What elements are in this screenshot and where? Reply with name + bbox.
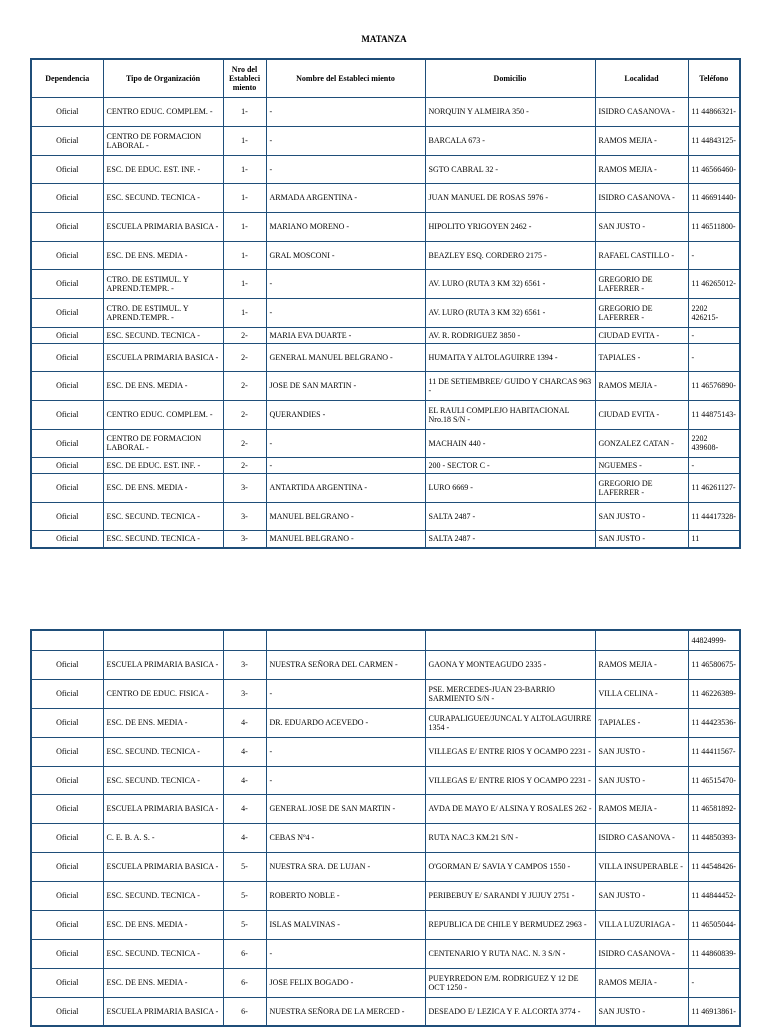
cell-tipo: ESC. SECUND. TECNICA - bbox=[103, 939, 223, 968]
cell-telefono: 11 46261127- bbox=[688, 473, 740, 502]
cell-tipo: ESC. DE ENS. MEDIA - bbox=[103, 708, 223, 737]
table-row bbox=[31, 650, 740, 679]
table-row bbox=[31, 679, 740, 708]
cell-telefono: 11 44843125- bbox=[688, 126, 740, 155]
cell-domicilio: HUMAITA Y ALTOLAGUIRRE 1394 - bbox=[425, 343, 595, 371]
cell-telefono: 44824999- bbox=[688, 630, 740, 650]
cell-nro: 5- bbox=[223, 910, 266, 939]
header-nro: Nro del Estableci miento bbox=[223, 59, 266, 97]
cell-domicilio: SALTA 2487 - bbox=[425, 530, 595, 548]
cell-domicilio: NORQUIN Y ALMEIRA 350 - bbox=[425, 97, 595, 126]
cell-localidad: GONZALEZ CATAN - bbox=[595, 429, 688, 457]
table-row bbox=[31, 910, 740, 939]
cell-tipo: ESCUELA PRIMARIA BASICA - bbox=[103, 650, 223, 679]
cell-telefono: 11 44411567- bbox=[688, 737, 740, 766]
cell-domicilio bbox=[425, 630, 595, 650]
cell-dependencia: Oficial bbox=[31, 679, 103, 708]
cell-nombre: - bbox=[266, 97, 425, 126]
cell-nro: 1- bbox=[223, 126, 266, 155]
cell-domicilio: 11 DE SETIEMBREE/ GUIDO Y CHARCAS 963 - bbox=[425, 371, 595, 400]
cell-nombre: NUESTRA SRA. DE LUJAN - bbox=[266, 852, 425, 881]
cell-localidad: ISIDRO CASANOVA - bbox=[595, 823, 688, 852]
cell-domicilio: DESEADO E/ LEZICA Y F. ALCORTA 3774 - bbox=[425, 997, 595, 1026]
cell-dependencia: Oficial bbox=[31, 939, 103, 968]
table-row bbox=[31, 997, 740, 1026]
cell-tipo: CENTRO EDUC. COMPLEM. - bbox=[103, 97, 223, 126]
cell-nro: 6- bbox=[223, 968, 266, 997]
cell-localidad: VILLA LUZURIAGA - bbox=[595, 910, 688, 939]
header-nombre: Nombre del Estableci miento bbox=[266, 59, 425, 97]
cell-nro: 4- bbox=[223, 823, 266, 852]
schools-table-1 bbox=[30, 58, 741, 549]
cell-nro: 5- bbox=[223, 852, 266, 881]
cell-nro: 3- bbox=[223, 473, 266, 502]
cell-nro: 6- bbox=[223, 997, 266, 1026]
cell-nombre: MARIANO MORENO - bbox=[266, 212, 425, 241]
cell-telefono: - bbox=[688, 343, 740, 371]
cell-tipo: C. E. B. A. S. - bbox=[103, 823, 223, 852]
cell-telefono: 11 44548426- bbox=[688, 852, 740, 881]
cell-dependencia: Oficial bbox=[31, 708, 103, 737]
cell-nro: 1- bbox=[223, 298, 266, 327]
cell-dependencia: Oficial bbox=[31, 737, 103, 766]
table-row bbox=[31, 794, 740, 823]
cell-domicilio: AV. LURO (RUTA 3 KM 32) 6561 - bbox=[425, 298, 595, 327]
cell-localidad: ISIDRO CASANOVA - bbox=[595, 97, 688, 126]
table-row bbox=[31, 968, 740, 997]
cell-dependencia: Oficial bbox=[31, 852, 103, 881]
table-row bbox=[31, 630, 740, 650]
table-header-row bbox=[31, 59, 740, 97]
cell-dependencia: Oficial bbox=[31, 457, 103, 473]
cell-localidad: GREGORIO DE LAFERRER - bbox=[595, 298, 688, 327]
cell-nro: 2- bbox=[223, 400, 266, 429]
table-row bbox=[31, 97, 740, 126]
cell-tipo: ESC. DE ENS. MEDIA - bbox=[103, 910, 223, 939]
cell-nombre: ANTARTIDA ARGENTINA - bbox=[266, 473, 425, 502]
cell-telefono: 2202 426215- bbox=[688, 298, 740, 327]
cell-tipo: ESC. DE ENS. MEDIA - bbox=[103, 241, 223, 269]
cell-localidad: VILLA INSUPERABLE - bbox=[595, 852, 688, 881]
cell-localidad: GREGORIO DE LAFERRER - bbox=[595, 269, 688, 298]
cell-domicilio: REPUBLICA DE CHILE Y BERMUDEZ 2963 - bbox=[425, 910, 595, 939]
cell-nro: 1- bbox=[223, 155, 266, 183]
cell-nro: 1- bbox=[223, 269, 266, 298]
cell-nombre: - bbox=[266, 269, 425, 298]
cell-dependencia: Oficial bbox=[31, 343, 103, 371]
table-row bbox=[31, 939, 740, 968]
cell-domicilio: O'GORMAN E/ SAVIA Y CAMPOS 1550 - bbox=[425, 852, 595, 881]
cell-domicilio: AV. R. RODRIGUEZ 3850 - bbox=[425, 327, 595, 343]
cell-domicilio: SALTA 2487 - bbox=[425, 502, 595, 530]
cell-nro bbox=[223, 630, 266, 650]
cell-dependencia: Oficial bbox=[31, 968, 103, 997]
cell-localidad: SAN JUSTO - bbox=[595, 881, 688, 910]
cell-nro: 2- bbox=[223, 371, 266, 400]
header-tipo: Tipo de Organización bbox=[103, 59, 223, 97]
table-row bbox=[31, 212, 740, 241]
cell-tipo: ESCUELA PRIMARIA BASICA - bbox=[103, 794, 223, 823]
cell-domicilio: PSE. MERCEDES-JUAN 23-BARRIO SARMIENTO S/N - bbox=[425, 679, 595, 708]
table-row bbox=[31, 327, 740, 343]
cell-localidad: GREGORIO DE LAFERRER - bbox=[595, 473, 688, 502]
cell-tipo: ESC. DE ENS. MEDIA - bbox=[103, 371, 223, 400]
cell-telefono: 11 44875143- bbox=[688, 400, 740, 429]
cell-tipo bbox=[103, 630, 223, 650]
header-domicilio: Domicilio bbox=[425, 59, 595, 97]
cell-nombre: GENERAL MANUEL BELGRANO - bbox=[266, 343, 425, 371]
cell-nro: 4- bbox=[223, 794, 266, 823]
cell-telefono: 11 46226389- bbox=[688, 679, 740, 708]
cell-telefono: 11 46511800- bbox=[688, 212, 740, 241]
cell-localidad: SAN JUSTO - bbox=[595, 502, 688, 530]
cell-telefono: - bbox=[688, 241, 740, 269]
cell-domicilio: HIPOLITO YRIGOYEN 2462 - bbox=[425, 212, 595, 241]
cell-tipo: ESCUELA PRIMARIA BASICA - bbox=[103, 997, 223, 1026]
cell-domicilio: RUTA NAC.3 KM.21 S/N - bbox=[425, 823, 595, 852]
cell-nombre: - bbox=[266, 939, 425, 968]
cell-dependencia: Oficial bbox=[31, 650, 103, 679]
table-row bbox=[31, 823, 740, 852]
table-row bbox=[31, 429, 740, 457]
cell-tipo: ESC. DE EDUC. EST. INF. - bbox=[103, 457, 223, 473]
cell-dependencia: Oficial bbox=[31, 997, 103, 1026]
cell-tipo: ESC. SECUND. TECNICA - bbox=[103, 881, 223, 910]
cell-dependencia: Oficial bbox=[31, 400, 103, 429]
cell-telefono: - bbox=[688, 327, 740, 343]
cell-dependencia: Oficial bbox=[31, 910, 103, 939]
cell-nombre: MARIA EVA DUARTE - bbox=[266, 327, 425, 343]
table-row bbox=[31, 400, 740, 429]
cell-nombre bbox=[266, 630, 425, 650]
table-row bbox=[31, 269, 740, 298]
table-row bbox=[31, 241, 740, 269]
cell-tipo: ESC. SECUND. TECNICA - bbox=[103, 183, 223, 212]
cell-domicilio: PUEYRREDON E/M. RODRIGUEZ Y 12 DE OCT 1250 - bbox=[425, 968, 595, 997]
cell-nombre: - bbox=[266, 126, 425, 155]
schools-table-2 bbox=[30, 629, 741, 1027]
cell-nombre: - bbox=[266, 737, 425, 766]
cell-telefono: 11 46515470- bbox=[688, 766, 740, 794]
cell-dependencia: Oficial bbox=[31, 823, 103, 852]
cell-localidad: TAPIALES - bbox=[595, 343, 688, 371]
cell-telefono: 11 44850393- bbox=[688, 823, 740, 852]
cell-nro: 2- bbox=[223, 457, 266, 473]
cell-nombre: CEBAS Nº4 - bbox=[266, 823, 425, 852]
table-row bbox=[31, 298, 740, 327]
cell-nombre: MANUEL BELGRANO - bbox=[266, 502, 425, 530]
cell-nombre: - bbox=[266, 766, 425, 794]
cell-nro: 3- bbox=[223, 679, 266, 708]
header-telefono: Teléfono bbox=[688, 59, 740, 97]
cell-localidad: ISIDRO CASANOVA - bbox=[595, 183, 688, 212]
cell-localidad: CIUDAD EVITA - bbox=[595, 400, 688, 429]
table-row bbox=[31, 766, 740, 794]
cell-nombre: GENERAL JOSE DE SAN MARTIN - bbox=[266, 794, 425, 823]
table-row bbox=[31, 126, 740, 155]
cell-localidad: TAPIALES - bbox=[595, 708, 688, 737]
cell-domicilio: CENTENARIO Y RUTA NAC. N. 3 S/N - bbox=[425, 939, 595, 968]
cell-tipo: ESC. SECUND. TECNICA - bbox=[103, 766, 223, 794]
cell-tipo: CENTRO DE FORMACION LABORAL - bbox=[103, 429, 223, 457]
cell-localidad: RAMOS MEJIA - bbox=[595, 155, 688, 183]
cell-localidad: SAN JUSTO - bbox=[595, 530, 688, 548]
cell-nro: 6- bbox=[223, 939, 266, 968]
cell-nombre: JOSE FELIX BOGADO - bbox=[266, 968, 425, 997]
cell-dependencia bbox=[31, 630, 103, 650]
cell-dependencia: Oficial bbox=[31, 794, 103, 823]
cell-nombre: ARMADA ARGENTINA - bbox=[266, 183, 425, 212]
cell-telefono: 11 44417328- bbox=[688, 502, 740, 530]
cell-telefono: 11 44423536- bbox=[688, 708, 740, 737]
cell-tipo: ESC. SECUND. TECNICA - bbox=[103, 327, 223, 343]
cell-tipo: ESC. SECUND. TECNICA - bbox=[103, 530, 223, 548]
cell-nombre: MANUEL BELGRANO - bbox=[266, 530, 425, 548]
cell-dependencia: Oficial bbox=[31, 241, 103, 269]
cell-tipo: CTRO. DE ESTIMUL. Y APREND.TEMPR. - bbox=[103, 269, 223, 298]
cell-telefono: 11 46913861- bbox=[688, 997, 740, 1026]
cell-tipo: ESCUELA PRIMARIA BASICA - bbox=[103, 852, 223, 881]
cell-tipo: ESCUELA PRIMARIA BASICA - bbox=[103, 212, 223, 241]
cell-domicilio: AV. LURO (RUTA 3 KM 32) 6561 - bbox=[425, 269, 595, 298]
cell-dependencia: Oficial bbox=[31, 327, 103, 343]
cell-telefono: 11 46566460- bbox=[688, 155, 740, 183]
cell-localidad: RAMOS MEJIA - bbox=[595, 794, 688, 823]
cell-dependencia: Oficial bbox=[31, 429, 103, 457]
cell-telefono: 2202 439608- bbox=[688, 429, 740, 457]
cell-tipo: ESC. DE ENS. MEDIA - bbox=[103, 473, 223, 502]
cell-tipo: ESC. SECUND. TECNICA - bbox=[103, 502, 223, 530]
cell-dependencia: Oficial bbox=[31, 269, 103, 298]
cell-dependencia: Oficial bbox=[31, 298, 103, 327]
cell-tipo: CENTRO DE EDUC. FISICA - bbox=[103, 679, 223, 708]
cell-dependencia: Oficial bbox=[31, 97, 103, 126]
cell-domicilio: VILLEGAS E/ ENTRE RIOS Y OCAMPO 2231 - bbox=[425, 766, 595, 794]
cell-domicilio: PERIBEBUY E/ SARANDI Y JUJUY 2751 - bbox=[425, 881, 595, 910]
cell-domicilio: SGTO CABRAL 32 - bbox=[425, 155, 595, 183]
cell-nombre: - bbox=[266, 298, 425, 327]
cell-tipo: CTRO. DE ESTIMUL. Y APREND.TEMPR. - bbox=[103, 298, 223, 327]
cell-localidad: SAN JUSTO - bbox=[595, 737, 688, 766]
cell-nombre: - bbox=[266, 155, 425, 183]
cell-nombre: NUESTRA SEÑORA DEL CARMEN - bbox=[266, 650, 425, 679]
cell-localidad: NGUEMES - bbox=[595, 457, 688, 473]
cell-domicilio: JUAN MANUEL DE ROSAS 5976 - bbox=[425, 183, 595, 212]
cell-nombre: ROBERTO NOBLE - bbox=[266, 881, 425, 910]
cell-telefono: - bbox=[688, 968, 740, 997]
cell-nombre: - bbox=[266, 429, 425, 457]
cell-domicilio: AVDA DE MAYO E/ ALSINA Y ROSALES 262 - bbox=[425, 794, 595, 823]
header-dependencia: Dependencia bbox=[31, 59, 103, 97]
cell-domicilio: LURO 6669 - bbox=[425, 473, 595, 502]
cell-dependencia: Oficial bbox=[31, 473, 103, 502]
cell-localidad: SAN JUSTO - bbox=[595, 766, 688, 794]
cell-nro: 1- bbox=[223, 183, 266, 212]
cell-localidad: RAMOS MEJIA - bbox=[595, 650, 688, 679]
cell-telefono: 11 bbox=[688, 530, 740, 548]
cell-nro: 2- bbox=[223, 327, 266, 343]
table-row bbox=[31, 737, 740, 766]
cell-telefono: 11 46691440- bbox=[688, 183, 740, 212]
cell-nro: 2- bbox=[223, 429, 266, 457]
cell-nombre: - bbox=[266, 679, 425, 708]
cell-telefono: 11 46576890- bbox=[688, 371, 740, 400]
cell-tipo: ESC. DE EDUC. EST. INF. - bbox=[103, 155, 223, 183]
cell-telefono: - bbox=[688, 457, 740, 473]
cell-telefono: 11 46265012- bbox=[688, 269, 740, 298]
cell-domicilio: VILLEGAS E/ ENTRE RIOS Y OCAMPO 2231 - bbox=[425, 737, 595, 766]
cell-nro: 4- bbox=[223, 737, 266, 766]
cell-localidad: SAN JUSTO - bbox=[595, 997, 688, 1026]
cell-localidad: RAFAEL CASTILLO - bbox=[595, 241, 688, 269]
cell-localidad: ISIDRO CASANOVA - bbox=[595, 939, 688, 968]
table-row bbox=[31, 371, 740, 400]
cell-domicilio: BEAZLEY ESQ. CORDERO 2175 - bbox=[425, 241, 595, 269]
cell-tipo: CENTRO DE FORMACION LABORAL - bbox=[103, 126, 223, 155]
table-row bbox=[31, 457, 740, 473]
cell-tipo: ESC. DE ENS. MEDIA - bbox=[103, 968, 223, 997]
cell-nro: 3- bbox=[223, 650, 266, 679]
cell-telefono: 11 46505044- bbox=[688, 910, 740, 939]
cell-telefono: 11 44860839- bbox=[688, 939, 740, 968]
table-row bbox=[31, 343, 740, 371]
cell-telefono: 11 44844452- bbox=[688, 881, 740, 910]
cell-nro: 2- bbox=[223, 343, 266, 371]
table-row bbox=[31, 473, 740, 502]
table-row bbox=[31, 530, 740, 548]
cell-dependencia: Oficial bbox=[31, 371, 103, 400]
table-row bbox=[31, 502, 740, 530]
cell-dependencia: Oficial bbox=[31, 502, 103, 530]
cell-localidad: RAMOS MEJIA - bbox=[595, 126, 688, 155]
cell-nro: 1- bbox=[223, 212, 266, 241]
cell-nombre: - bbox=[266, 457, 425, 473]
cell-nombre: ISLAS MALVINAS - bbox=[266, 910, 425, 939]
cell-nombre: DR. EDUARDO ACEVEDO - bbox=[266, 708, 425, 737]
cell-nombre: JOSE DE SAN MARTIN - bbox=[266, 371, 425, 400]
cell-dependencia: Oficial bbox=[31, 212, 103, 241]
page-title: MATANZA bbox=[361, 34, 407, 44]
cell-telefono: 11 46580675- bbox=[688, 650, 740, 679]
cell-nro: 3- bbox=[223, 502, 266, 530]
cell-nombre: GRAL MOSCONI - bbox=[266, 241, 425, 269]
table-row bbox=[31, 155, 740, 183]
cell-tipo: ESCUELA PRIMARIA BASICA - bbox=[103, 343, 223, 371]
cell-nro: 1- bbox=[223, 241, 266, 269]
cell-nro: 4- bbox=[223, 708, 266, 737]
cell-nro: 3- bbox=[223, 530, 266, 548]
table-row bbox=[31, 881, 740, 910]
cell-dependencia: Oficial bbox=[31, 126, 103, 155]
cell-domicilio: BARCALA 673 - bbox=[425, 126, 595, 155]
table-row bbox=[31, 852, 740, 881]
cell-nro: 5- bbox=[223, 881, 266, 910]
table-row bbox=[31, 183, 740, 212]
header-localidad: Localidad bbox=[595, 59, 688, 97]
cell-dependencia: Oficial bbox=[31, 530, 103, 548]
cell-dependencia: Oficial bbox=[31, 155, 103, 183]
cell-dependencia: Oficial bbox=[31, 183, 103, 212]
table-row bbox=[31, 708, 740, 737]
cell-tipo: CENTRO EDUC. COMPLEM. - bbox=[103, 400, 223, 429]
cell-localidad: SAN JUSTO - bbox=[595, 212, 688, 241]
cell-localidad bbox=[595, 630, 688, 650]
cell-nro: 1- bbox=[223, 97, 266, 126]
cell-localidad: VILLA CELINA - bbox=[595, 679, 688, 708]
cell-domicilio: EL RAULI COMPLEJO HABITACIONAL Nro.18 S/N - bbox=[425, 400, 595, 429]
cell-domicilio: MACHAIN 440 - bbox=[425, 429, 595, 457]
cell-localidad: RAMOS MEJIA - bbox=[595, 968, 688, 997]
cell-localidad: RAMOS MEJIA - bbox=[595, 371, 688, 400]
cell-telefono: 11 44866321- bbox=[688, 97, 740, 126]
cell-nombre: QUERANDIES - bbox=[266, 400, 425, 429]
cell-domicilio: CURAPALIGUEE/JUNCAL Y ALTOLAGUIRRE 1354 - bbox=[425, 708, 595, 737]
cell-domicilio: GAONA Y MONTEAGUDO 2335 - bbox=[425, 650, 595, 679]
cell-localidad: CIUDAD EVITA - bbox=[595, 327, 688, 343]
cell-tipo: ESC. SECUND. TECNICA - bbox=[103, 737, 223, 766]
cell-nro: 4- bbox=[223, 766, 266, 794]
cell-dependencia: Oficial bbox=[31, 881, 103, 910]
cell-dependencia: Oficial bbox=[31, 766, 103, 794]
cell-nombre: NUESTRA SEÑORA DE LA MERCED - bbox=[266, 997, 425, 1026]
cell-telefono: 11 46581892- bbox=[688, 794, 740, 823]
cell-domicilio: 200 - SECTOR C - bbox=[425, 457, 595, 473]
